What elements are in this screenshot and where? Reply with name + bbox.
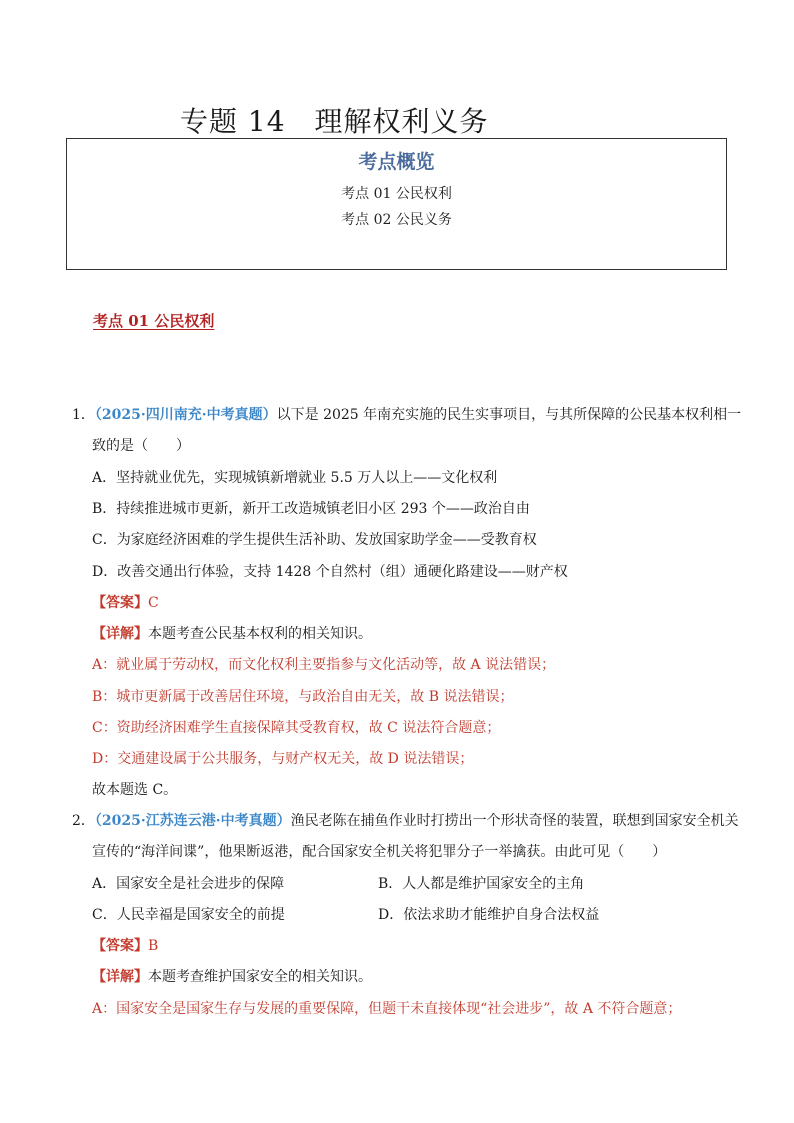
overview-heading: 考点概览 (358, 151, 435, 173)
page-title: 专题 14 理解权利义务 (180, 105, 489, 138)
q1-option-b: B．持续推进城市更新，新开工改造城镇老旧小区 293 个——政治自由 (92, 501, 530, 517)
section-title: 考点 01 公民权利 (93, 312, 215, 330)
q2-number: 2． (72, 813, 95, 829)
overview-box (66, 138, 727, 270)
q2-answer (92, 935, 158, 955)
q2-answer-label: 【答案】 (92, 938, 148, 954)
q2-option-d: D．依法求助才能维护自身合法权益 (378, 907, 600, 923)
q2-option-b: B．人人都是维护国家安全的主角 (378, 876, 585, 892)
q1-detail (92, 623, 372, 643)
q1-answer-value: C (148, 595, 159, 611)
q1-answer-label: 【答案】 (92, 595, 148, 611)
q1-detail-text: 本题考查公民基本权利的相关知识。 (148, 626, 372, 642)
q1-stem-line-2: 致的是（ ） (92, 438, 190, 454)
q1-option-c: C．为家庭经济困难的学生提供生活补助、发放国家助学金——受教育权 (92, 532, 537, 548)
q2-option-c: C．人民幸福是国家安全的前提 (92, 907, 285, 923)
q1-source: （2025·四川南充·中考真题） (94, 407, 277, 423)
q1-explanation-b: B：城市更新属于改善居住环境，与政治自由无关，故 B 说法错误； (92, 689, 514, 705)
q1-stem-line-1 (72, 404, 741, 424)
q1-option-d: D．改善交通出行体验，支持 1428 个自然村（组）通硬化路建设——财产权 (92, 564, 568, 580)
q1-number: 1． (72, 407, 95, 423)
q1-detail-label: 【详解】 (92, 626, 148, 642)
q2-explanation-a: A：国家安全是国家生存与发展的重要保障，但题干未直接体现“社会进步”，故 A 不符合题意； (92, 1001, 682, 1017)
q2-option-a: A．国家安全是社会进步的保障 (92, 876, 285, 892)
q1-stem-1: 以下是 2025 年南充实施的民生实事项目，与其所保障的公民基本权利相一 (276, 407, 742, 423)
q1-option-a: A．坚持就业优先，实现城镇新增就业 5.5 万人以上——文化权利 (92, 470, 498, 486)
q2-detail-text: 本题考查维护国家安全的相关知识。 (148, 969, 372, 985)
q1-answer (92, 592, 159, 612)
overview-item-1: 考点 01 公民权利 (341, 186, 452, 202)
q2-stem-line-1 (72, 810, 739, 830)
q2-stem-1: 渔民老陈在捕鱼作业时打捞出一个形状奇怪的装置，联想到国家安全机关 (290, 813, 739, 829)
q1-conclusion: 故本题选 C。 (92, 782, 178, 798)
q2-detail-label: 【详解】 (92, 969, 148, 985)
q2-answer-value: B (148, 938, 159, 954)
q2-detail (92, 966, 372, 986)
q1-explanation-d: D：交通建设属于公共服务，与财产权无关，故 D 说法错误； (92, 751, 474, 767)
q1-explanation-a: A：就业属于劳动权，而文化权利主要指参与文化活动等，故 A 说法错误； (92, 657, 556, 673)
q1-explanation-c: C：资助经济困难学生直接保障其受教育权，故 C 说法符合题意； (92, 720, 501, 736)
q2-stem-line-2: 宣传的“海洋间谍”，他果断返港，配合国家安全机关将犯罪分子一举擒获。由此可见（ ） (92, 844, 667, 860)
overview-item-2: 考点 02 公民义务 (341, 212, 452, 228)
q2-source: （2025·江苏连云港·中考真题） (94, 813, 291, 829)
